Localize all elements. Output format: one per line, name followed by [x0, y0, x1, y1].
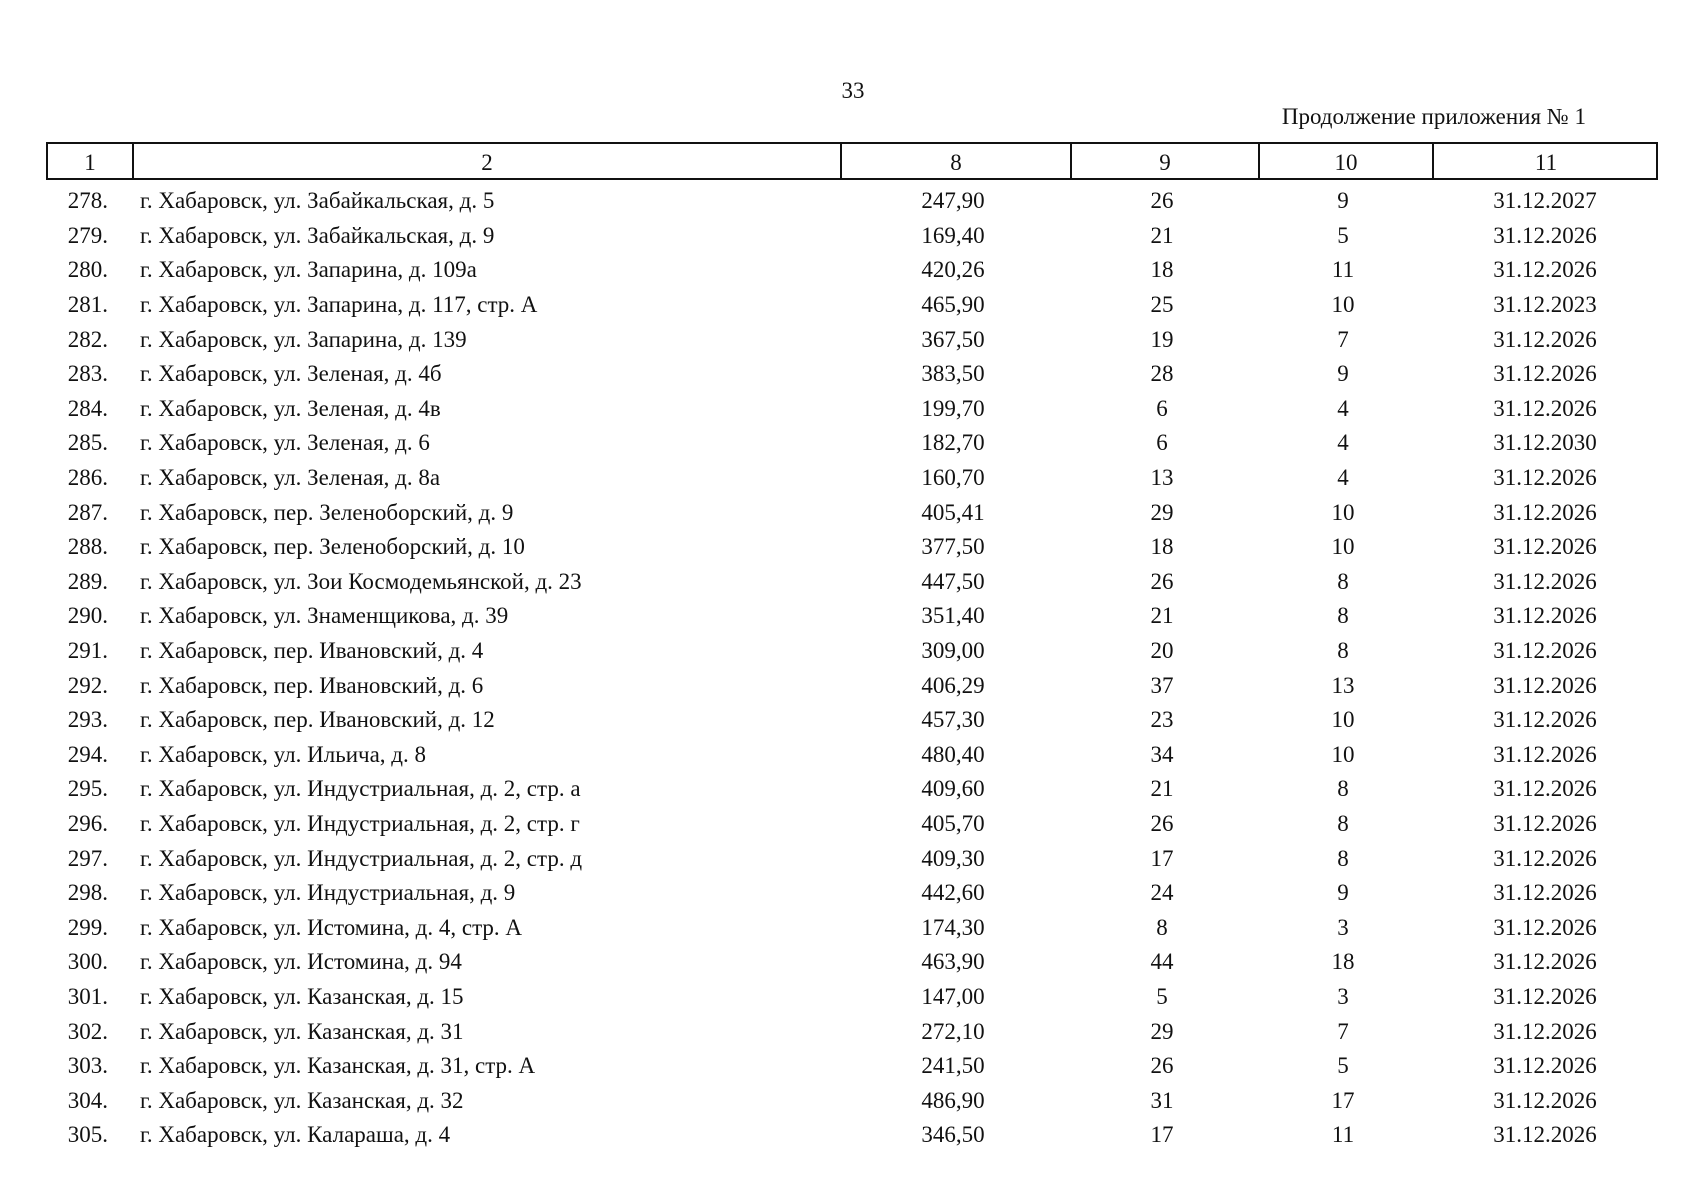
table-row: [0, 634, 1706, 669]
value-col-9: 26: [1150, 1053, 1174, 1079]
value-col-10: 8: [1337, 811, 1349, 837]
value-col-10: 17: [1331, 1087, 1355, 1113]
row-number: 305.: [67, 1122, 108, 1148]
table-row: [0, 426, 1706, 461]
value-col-8: 383,50: [921, 361, 985, 387]
address: г. Хабаровск, пер. Зеленоборский, д. 9: [140, 499, 514, 525]
value-col-8: 247,90: [921, 188, 985, 214]
value-col-11: 31.12.2026: [1493, 603, 1597, 629]
value-col-11: 31.12.2026: [1493, 395, 1597, 421]
value-col-8: 447,50: [921, 568, 985, 594]
table-row: [0, 1084, 1706, 1119]
value-col-10: 4: [1337, 395, 1349, 421]
value-col-11: 31.12.2030: [1493, 430, 1597, 456]
value-col-9: 25: [1150, 292, 1174, 318]
header-col-9: 9: [1070, 144, 1258, 178]
value-col-11: 31.12.2026: [1493, 1053, 1597, 1079]
table-row: [0, 668, 1706, 703]
value-col-9: 6: [1156, 395, 1168, 421]
value-col-10: 3: [1337, 984, 1349, 1010]
value-col-8: 160,70: [921, 465, 985, 491]
value-col-10: 18: [1331, 949, 1355, 975]
value-col-11: 31.12.2026: [1493, 361, 1597, 387]
value-col-8: 486,90: [921, 1087, 985, 1113]
table-header: [46, 142, 1658, 180]
value-col-11: 31.12.2026: [1493, 949, 1597, 975]
value-col-9: 23: [1150, 707, 1174, 733]
value-col-10: 8: [1337, 638, 1349, 664]
row-number: 289.: [67, 568, 108, 594]
value-col-11: 31.12.2026: [1493, 326, 1597, 352]
value-col-8: 241,50: [921, 1053, 985, 1079]
value-col-11: 31.12.2023: [1493, 292, 1597, 318]
table-row: [0, 495, 1706, 530]
row-number: 302.: [67, 1018, 108, 1044]
address: г. Хабаровск, ул. Забайкальская, д. 9: [140, 222, 495, 248]
value-col-9: 18: [1150, 534, 1174, 560]
address: г. Хабаровск, ул. Зеленая, д. 4б: [140, 361, 442, 387]
table-row: [0, 980, 1706, 1015]
address: г. Хабаровск, ул. Ильича, д. 8: [140, 741, 427, 767]
header-col-2: 2: [132, 144, 840, 178]
value-col-8: 169,40: [921, 222, 985, 248]
value-col-8: 463,90: [921, 949, 985, 975]
row-number: 278.: [67, 188, 108, 214]
value-col-9: 26: [1150, 568, 1174, 594]
value-col-9: 17: [1150, 845, 1174, 871]
address: г. Хабаровск, ул. Знаменщикова, д. 39: [140, 603, 509, 629]
value-col-10: 10: [1331, 707, 1355, 733]
value-col-9: 17: [1150, 1122, 1174, 1148]
value-col-9: 19: [1150, 326, 1174, 352]
table-row: [0, 876, 1706, 911]
value-col-8: 199,70: [921, 395, 985, 421]
value-col-10: 5: [1337, 222, 1349, 248]
value-col-10: 8: [1337, 776, 1349, 802]
value-col-10: 3: [1337, 914, 1349, 940]
value-col-11: 31.12.2026: [1493, 534, 1597, 560]
table-row: [0, 253, 1706, 288]
value-col-9: 6: [1156, 430, 1168, 456]
value-col-10: 4: [1337, 430, 1349, 456]
value-col-11: 31.12.2026: [1493, 499, 1597, 525]
address: г. Хабаровск, ул. Истомина, д. 94: [140, 949, 462, 975]
row-number: 304.: [67, 1087, 108, 1113]
row-number: 298.: [67, 880, 108, 906]
table-row: [0, 841, 1706, 876]
value-col-10: 5: [1337, 1053, 1349, 1079]
value-col-11: 31.12.2026: [1493, 672, 1597, 698]
value-col-8: 351,40: [921, 603, 985, 629]
value-col-8: 409,60: [921, 776, 985, 802]
address: г. Хабаровск, пер. Ивановский, д. 6: [140, 672, 484, 698]
value-col-8: 442,60: [921, 880, 985, 906]
header-col-1: 1: [84, 150, 96, 175]
row-number: 288.: [67, 534, 108, 560]
value-col-9: 24: [1150, 880, 1174, 906]
address: г. Хабаровск, ул. Забайкальская, д. 5: [140, 188, 495, 214]
value-col-11: 31.12.2026: [1493, 811, 1597, 837]
value-col-8: 457,30: [921, 707, 985, 733]
value-col-8: 406,29: [921, 672, 985, 698]
row-number: 299.: [67, 914, 108, 940]
value-col-10: 7: [1337, 1018, 1349, 1044]
table-row: [0, 911, 1706, 946]
value-col-11: 31.12.2026: [1493, 880, 1597, 906]
value-col-11: 31.12.2026: [1493, 465, 1597, 491]
value-col-9: 26: [1150, 811, 1174, 837]
appendix-continuation-title: Продолжение приложения № 1: [1281, 104, 1586, 129]
table-row: [0, 599, 1706, 634]
value-col-8: 480,40: [921, 741, 985, 767]
row-number: 295.: [67, 776, 108, 802]
row-number: 301.: [67, 984, 108, 1010]
address: г. Хабаровск, ул. Казанская, д. 31, стр. А: [140, 1053, 536, 1079]
row-number: 287.: [67, 499, 108, 525]
address: г. Хабаровск, ул. Индустриальная, д. 2, стр. д: [140, 845, 583, 871]
value-col-11: 31.12.2026: [1493, 741, 1597, 767]
value-col-10: 9: [1337, 361, 1349, 387]
table-row: [0, 357, 1706, 392]
value-col-8: 420,26: [921, 257, 985, 283]
table-row: [0, 1014, 1706, 1049]
value-col-8: 377,50: [921, 534, 985, 560]
value-col-11: 31.12.2026: [1493, 568, 1597, 594]
value-col-11: 31.12.2026: [1493, 914, 1597, 940]
value-col-8: 182,70: [921, 430, 985, 456]
value-col-9: 37: [1150, 672, 1174, 698]
value-col-8: 309,00: [921, 638, 985, 664]
row-number: 297.: [67, 845, 108, 871]
table-row: [0, 392, 1706, 427]
address: г. Хабаровск, ул. Зеленая, д. 6: [140, 430, 430, 456]
row-number: 282.: [67, 326, 108, 352]
value-col-9: 29: [1150, 1018, 1174, 1044]
address: г. Хабаровск, ул. Казанская, д. 31: [140, 1018, 464, 1044]
table-row: [0, 530, 1706, 565]
table-row: [0, 945, 1706, 980]
row-number: 285.: [67, 430, 108, 456]
value-col-8: 174,30: [921, 914, 985, 940]
value-col-8: 367,50: [921, 326, 985, 352]
value-col-8: 409,30: [921, 845, 985, 871]
value-col-9: 5: [1156, 984, 1168, 1010]
table-row: [0, 1118, 1706, 1153]
address: г. Хабаровск, ул. Запарина, д. 109а: [140, 257, 477, 283]
address: г. Хабаровск, ул. Казанская, д. 15: [140, 984, 464, 1010]
table-row: [0, 184, 1706, 219]
value-col-10: 11: [1331, 257, 1355, 283]
value-col-11: 31.12.2026: [1493, 1018, 1597, 1044]
row-number: 279.: [67, 222, 108, 248]
value-col-9: 21: [1150, 603, 1174, 629]
value-col-9: 28: [1150, 361, 1174, 387]
table-row: [0, 703, 1706, 738]
value-col-11: 31.12.2026: [1493, 707, 1597, 733]
value-col-11: 31.12.2026: [1493, 776, 1597, 802]
value-col-10: 4: [1337, 465, 1349, 491]
table-row: [0, 288, 1706, 323]
value-col-10: 8: [1337, 568, 1349, 594]
value-col-8: 346,50: [921, 1122, 985, 1148]
page-number: 33: [841, 78, 865, 103]
address: г. Хабаровск, пер. Зеленоборский, д. 10: [140, 534, 525, 560]
table-row: [0, 807, 1706, 842]
value-col-9: 8: [1156, 914, 1168, 940]
value-col-9: 34: [1150, 741, 1174, 767]
address: г. Хабаровск, ул. Зеленая, д. 4в: [140, 395, 441, 421]
row-number: 290.: [67, 603, 108, 629]
value-col-11: 31.12.2026: [1493, 845, 1597, 871]
address: г. Хабаровск, ул. Калараша, д. 4: [140, 1122, 451, 1148]
value-col-10: 11: [1331, 1122, 1355, 1148]
value-col-10: 13: [1331, 672, 1355, 698]
row-number: 293.: [67, 707, 108, 733]
value-col-11: 31.12.2027: [1493, 188, 1597, 214]
value-col-11: 31.12.2026: [1493, 984, 1597, 1010]
address: г. Хабаровск, ул. Индустриальная, д. 2, стр. г: [140, 811, 580, 837]
address: г. Хабаровск, пер. Ивановский, д. 4: [140, 638, 484, 664]
row-number: 283.: [67, 361, 108, 387]
value-col-10: 9: [1337, 880, 1349, 906]
table-row: [0, 738, 1706, 773]
value-col-8: 405,70: [921, 811, 985, 837]
table-row: [0, 565, 1706, 600]
address: г. Хабаровск, ул. Казанская, д. 32: [140, 1087, 464, 1113]
header-col-8: 8: [840, 144, 1070, 178]
value-col-10: 9: [1337, 188, 1349, 214]
value-col-9: 26: [1150, 188, 1174, 214]
row-number: 303.: [67, 1053, 108, 1079]
address: г. Хабаровск, ул. Запарина, д. 117, стр. А: [140, 292, 538, 318]
value-col-9: 13: [1150, 465, 1174, 491]
row-number: 281.: [67, 292, 108, 318]
value-col-9: 44: [1150, 949, 1174, 975]
address: г. Хабаровск, ул. Зеленая, д. 8а: [140, 465, 441, 491]
value-col-10: 10: [1331, 534, 1355, 560]
table-row: [0, 1049, 1706, 1084]
value-col-11: 31.12.2026: [1493, 1122, 1597, 1148]
value-col-10: 8: [1337, 845, 1349, 871]
value-col-10: 8: [1337, 603, 1349, 629]
value-col-11: 31.12.2026: [1493, 638, 1597, 664]
row-number: 280.: [67, 257, 108, 283]
address: г. Хабаровск, ул. Истомина, д. 4, стр. А: [140, 914, 523, 940]
header-col-10: 10: [1258, 144, 1432, 178]
value-col-8: 147,00: [921, 984, 985, 1010]
table-row: [0, 219, 1706, 254]
address: г. Хабаровск, ул. Зои Космодемьянской, д. 23: [140, 568, 582, 594]
value-col-10: 10: [1331, 292, 1355, 318]
value-col-10: 10: [1331, 741, 1355, 767]
address: г. Хабаровск, ул. Индустриальная, д. 2, стр. а: [140, 776, 581, 802]
address: г. Хабаровск, ул. Индустриальная, д. 9: [140, 880, 516, 906]
value-col-9: 20: [1150, 638, 1174, 664]
row-number: 292.: [67, 672, 108, 698]
header-col-11: 11: [1432, 144, 1658, 178]
value-col-10: 10: [1331, 499, 1355, 525]
value-col-10: 7: [1337, 326, 1349, 352]
row-number: 284.: [67, 395, 108, 421]
table-row: [0, 322, 1706, 357]
value-col-9: 29: [1150, 499, 1174, 525]
address: г. Хабаровск, ул. Запарина, д. 139: [140, 326, 467, 352]
address: г. Хабаровск, пер. Ивановский, д. 12: [140, 707, 495, 733]
table-row: [0, 772, 1706, 807]
value-col-11: 31.12.2026: [1493, 1087, 1597, 1113]
value-col-9: 18: [1150, 257, 1174, 283]
value-col-9: 21: [1150, 222, 1174, 248]
row-number: 291.: [67, 638, 108, 664]
row-number: 286.: [67, 465, 108, 491]
row-number: 294.: [67, 741, 108, 767]
value-col-8: 272,10: [921, 1018, 985, 1044]
value-col-9: 31: [1150, 1087, 1174, 1113]
value-col-11: 31.12.2026: [1493, 257, 1597, 283]
row-number: 296.: [67, 811, 108, 837]
value-col-8: 405,41: [921, 499, 985, 525]
value-col-11: 31.12.2026: [1493, 222, 1597, 248]
table-row: [0, 461, 1706, 496]
row-number: 300.: [67, 949, 108, 975]
value-col-9: 21: [1150, 776, 1174, 802]
value-col-8: 465,90: [921, 292, 985, 318]
